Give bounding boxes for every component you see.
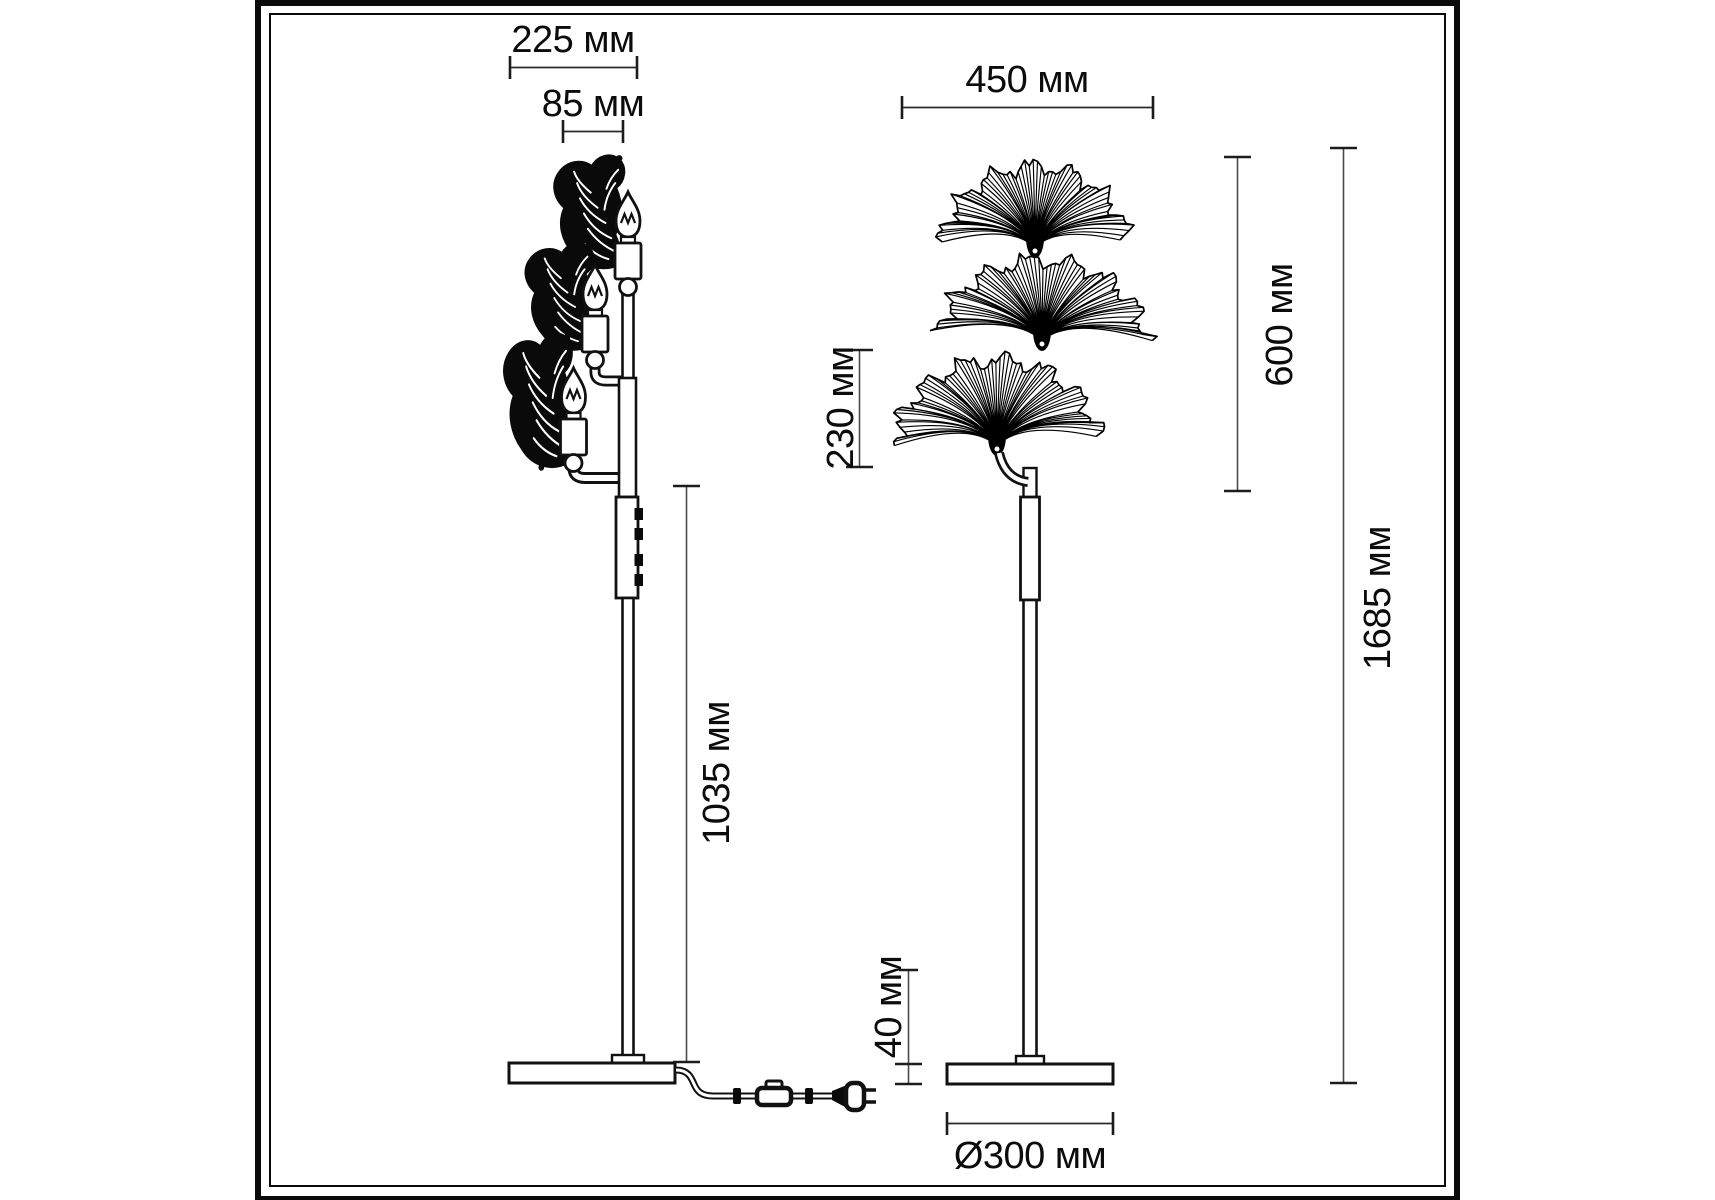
dim-label-side-pole-height: 1035 мм <box>696 701 738 845</box>
cord-bead <box>733 1088 741 1104</box>
dim-front-shade-width <box>902 59 1153 119</box>
dim-side-pole-height <box>673 486 738 1062</box>
inline-switch <box>757 1081 791 1105</box>
dim-label-front-total-height: 1685 мм <box>1357 526 1399 670</box>
front-view-lamp-illustration <box>820 59 1399 1177</box>
dim-front-total-height <box>1330 148 1399 1083</box>
front-view-dimensions <box>820 59 1399 1177</box>
ginkgo-shade-bottom <box>894 351 1105 456</box>
front-view-pole <box>1016 468 1044 1065</box>
front-view-base <box>947 1064 1113 1084</box>
dim-label-front-leaf-height: 230 мм <box>820 346 862 470</box>
cord-bead <box>805 1088 813 1104</box>
dim-front-leaf-height <box>820 346 873 469</box>
ginkgo-shade-top <box>936 160 1134 259</box>
dim-label-side-width: 225 мм <box>511 19 635 61</box>
dim-front-shades-height <box>1224 157 1301 491</box>
dim-label-front-shades-height: 600 мм <box>1259 263 1301 387</box>
dim-side-head-offset <box>542 83 645 143</box>
power-cord <box>676 1070 876 1110</box>
dim-label-front-base-height: 40 мм <box>868 955 910 1059</box>
side-view-pole <box>612 290 644 1064</box>
drawing-frame <box>258 3 1457 1199</box>
dim-label-side-head-offset: 85 мм <box>541 83 645 125</box>
power-plug <box>832 1083 876 1110</box>
dim-label-front-shade-width: 450 мм <box>965 59 1089 101</box>
side-view-lamp-illustration <box>504 19 876 1110</box>
ginkgo-shade-middle <box>930 253 1157 351</box>
dim-front-base-diameter <box>947 1112 1113 1177</box>
dim-front-base-height <box>868 956 922 1084</box>
dim-side-width <box>510 19 637 79</box>
dim-label-front-base-diameter: Ø300 мм <box>953 1135 1107 1177</box>
side-view-base <box>509 1063 675 1083</box>
